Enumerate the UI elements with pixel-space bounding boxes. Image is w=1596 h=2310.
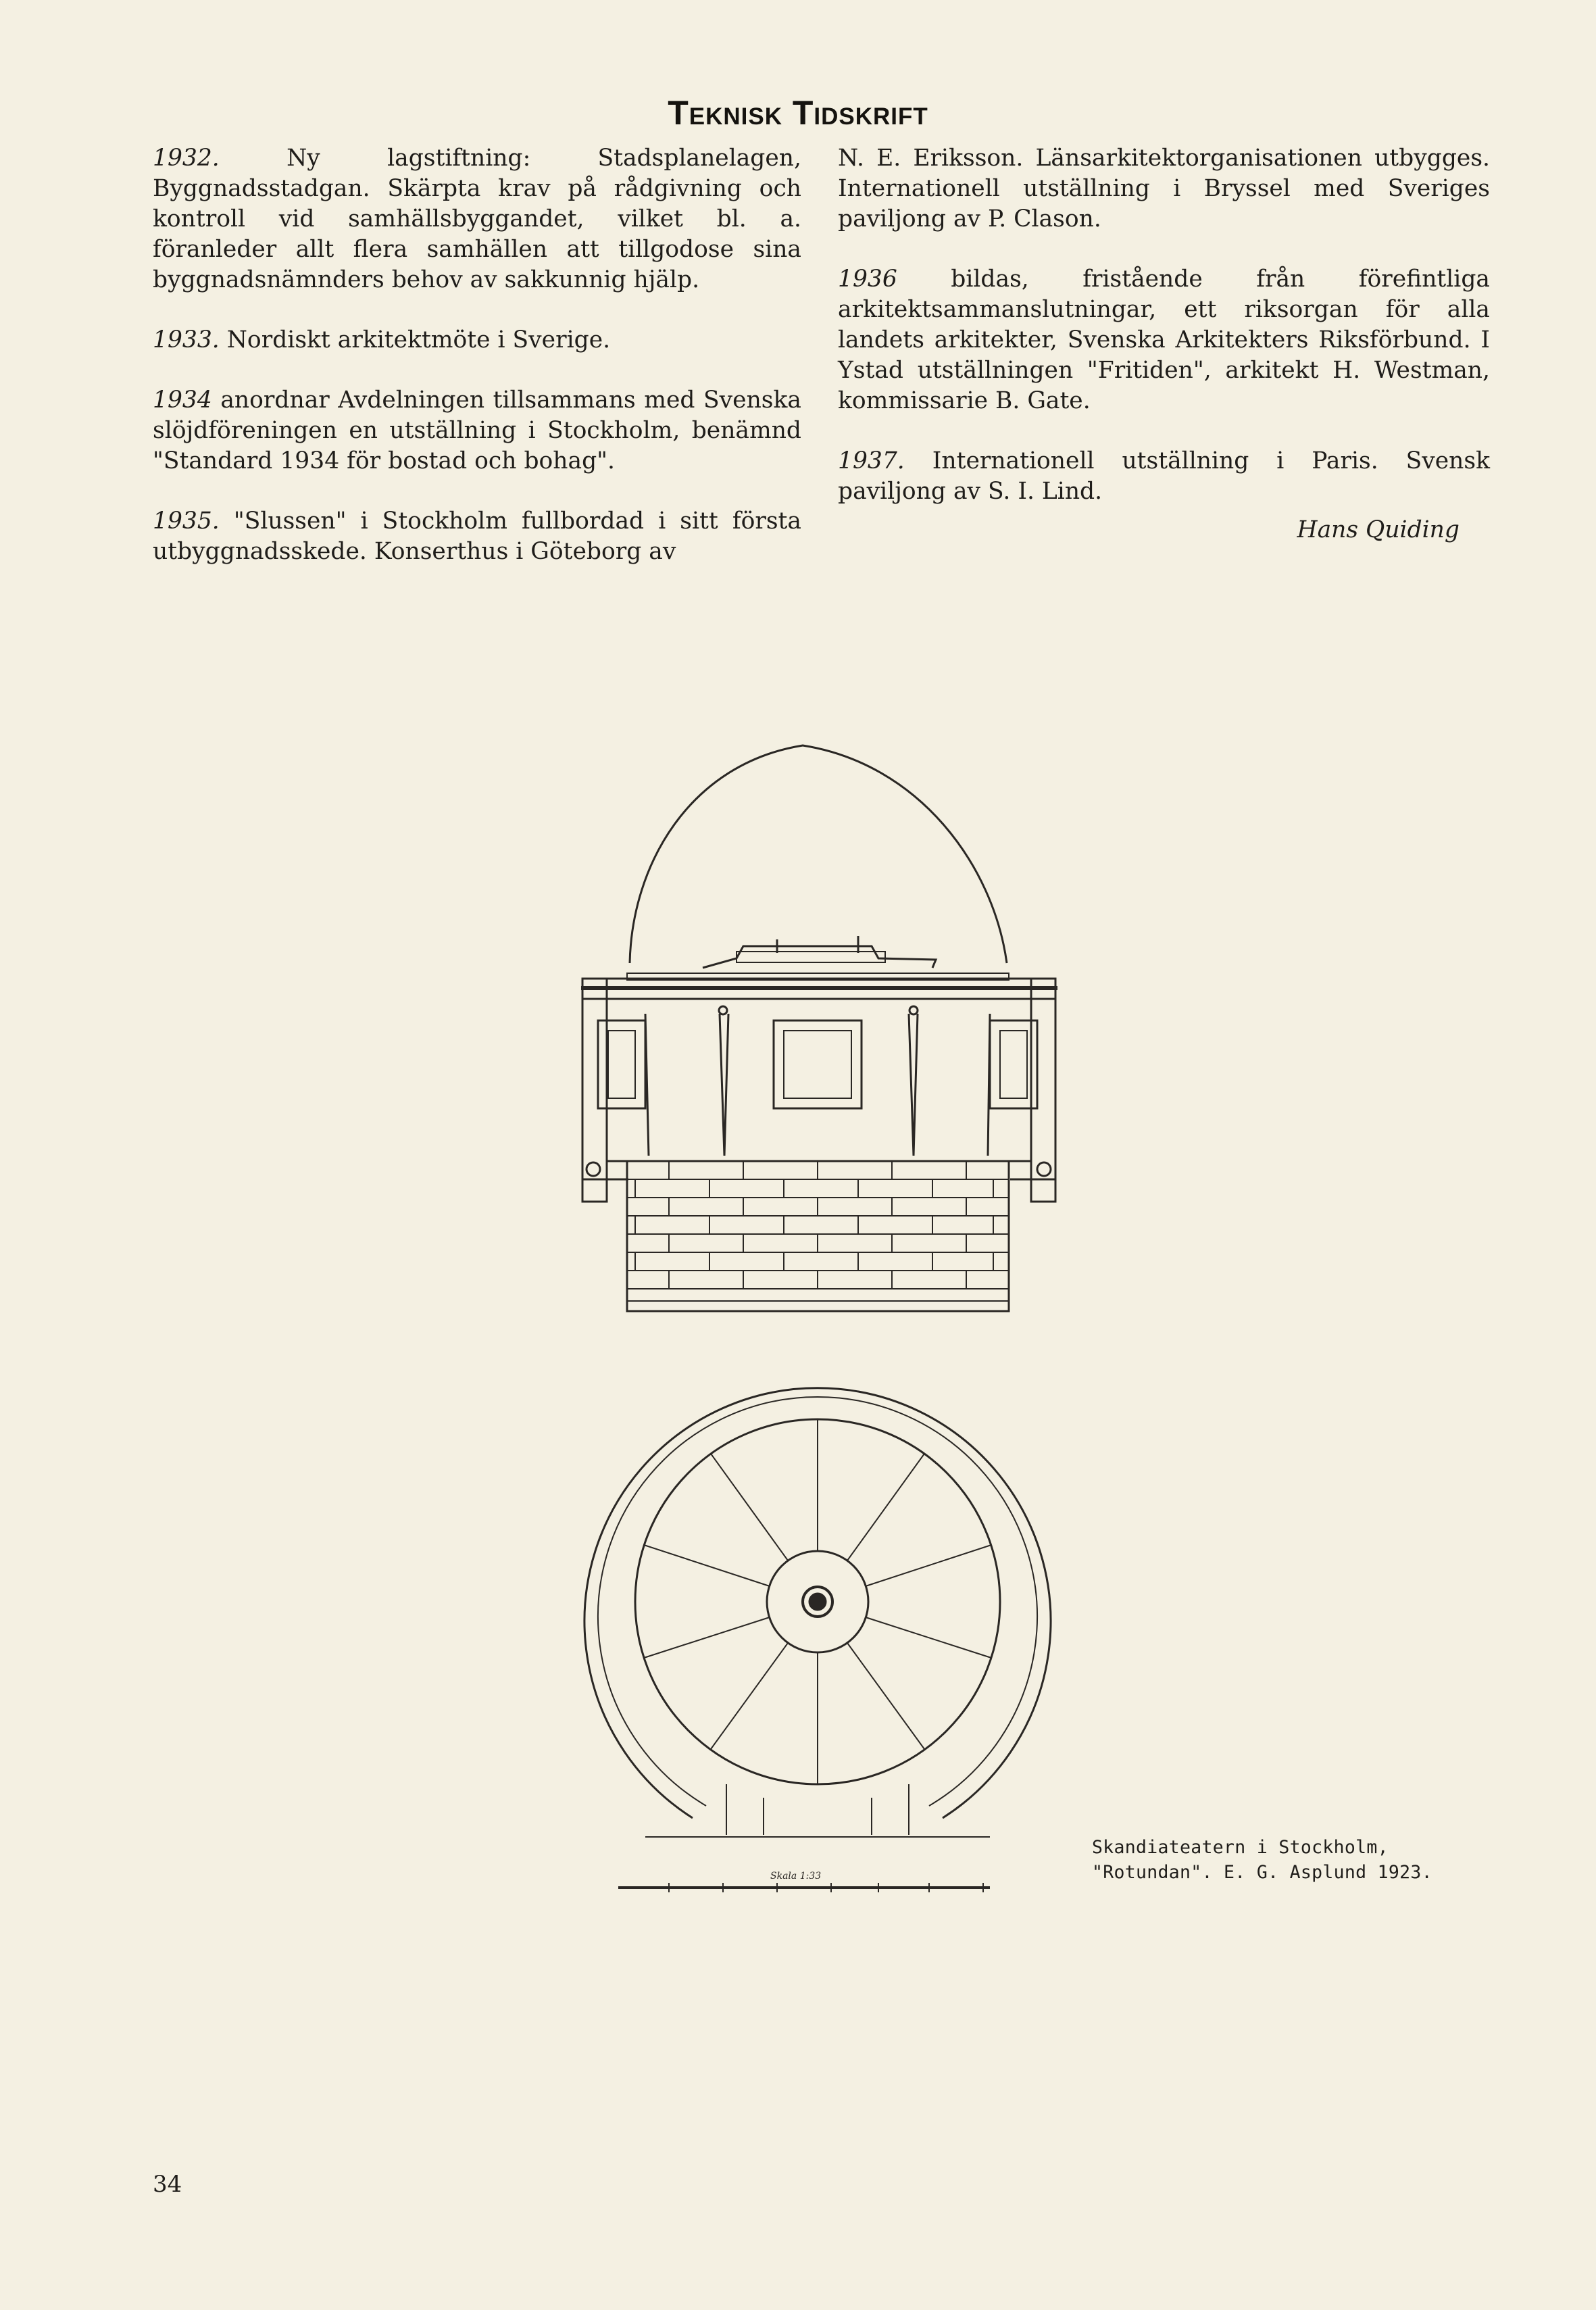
window-left: [598, 1021, 645, 1108]
entry-text: "Slussen" i Stockholm fullbordad i sitt första utbyggnadsskede. Konserthus i Göteborg av: [153, 508, 801, 565]
entry-year: 1932.: [153, 145, 220, 172]
entry-text: Internationell utställning i Paris. Svensk paviljong av S. I. Lind.: [838, 447, 1490, 505]
entry-text: anordnar Avdelningen tillsammans med Svenska slöjdföreningen en utställning i Stockholm, benämnd "Standard 1934 för bostad och bohag".: [153, 387, 801, 474]
entry-text: Nordiskt arkitektmöte i Sverige.: [219, 326, 611, 353]
brick-courses: [627, 1161, 1009, 1301]
entry-text: N. E. Eriksson. Länsarkitektorganisationen utbygges. Internationell utställning i Bryssel med Sveriges paviljong av P. Clason.: [838, 145, 1490, 232]
window-center: [774, 1021, 862, 1108]
entry-text: Ny lagstiftning: Stadsplanelagen, Byggnadsstadgan. Skärpta krav på rådgivning och kontroll vid samhällsbyggandet, vilket bl. a. föranleder allt flera samhällen att tillgodose sina byggnadsnämnders behov av sakkunnig hjälp.: [153, 145, 801, 293]
figure-caption: Skandiateatern i Stockholm, "Rotundan". E. G. Asplund 1923.: [1092, 1837, 1432, 1883]
lantern-crest: [737, 952, 885, 962]
entry-year: 1936: [838, 266, 897, 293]
page-number: 34: [153, 2171, 182, 2198]
facade-wall: [607, 999, 1031, 1161]
scale-bar: [618, 1883, 990, 1892]
author-signature: Hans Quiding: [1297, 516, 1460, 543]
entry-year: 1935.: [153, 508, 220, 535]
entry-year: 1933.: [153, 326, 220, 353]
roof-parapet: [703, 946, 936, 968]
entry-year: 1934: [153, 387, 212, 414]
scale-label: Skala 1:33: [770, 1871, 822, 1882]
entry-text: bildas, fristående från förefintliga arkitektsammanslutningar, ett riksorgan för alla landets arkitekter, Svenska Arkitekters Riksförbund. I Ystad utställningen "Fritiden", arkitekt H. Westman, kommissarie B. Gate.: [838, 266, 1490, 414]
dome-outline: [630, 745, 1007, 963]
journal-title: Teknisk Tidskrift: [668, 94, 928, 132]
entry-year: 1937.: [838, 447, 905, 474]
floor-plan: [584, 1388, 1051, 1837]
